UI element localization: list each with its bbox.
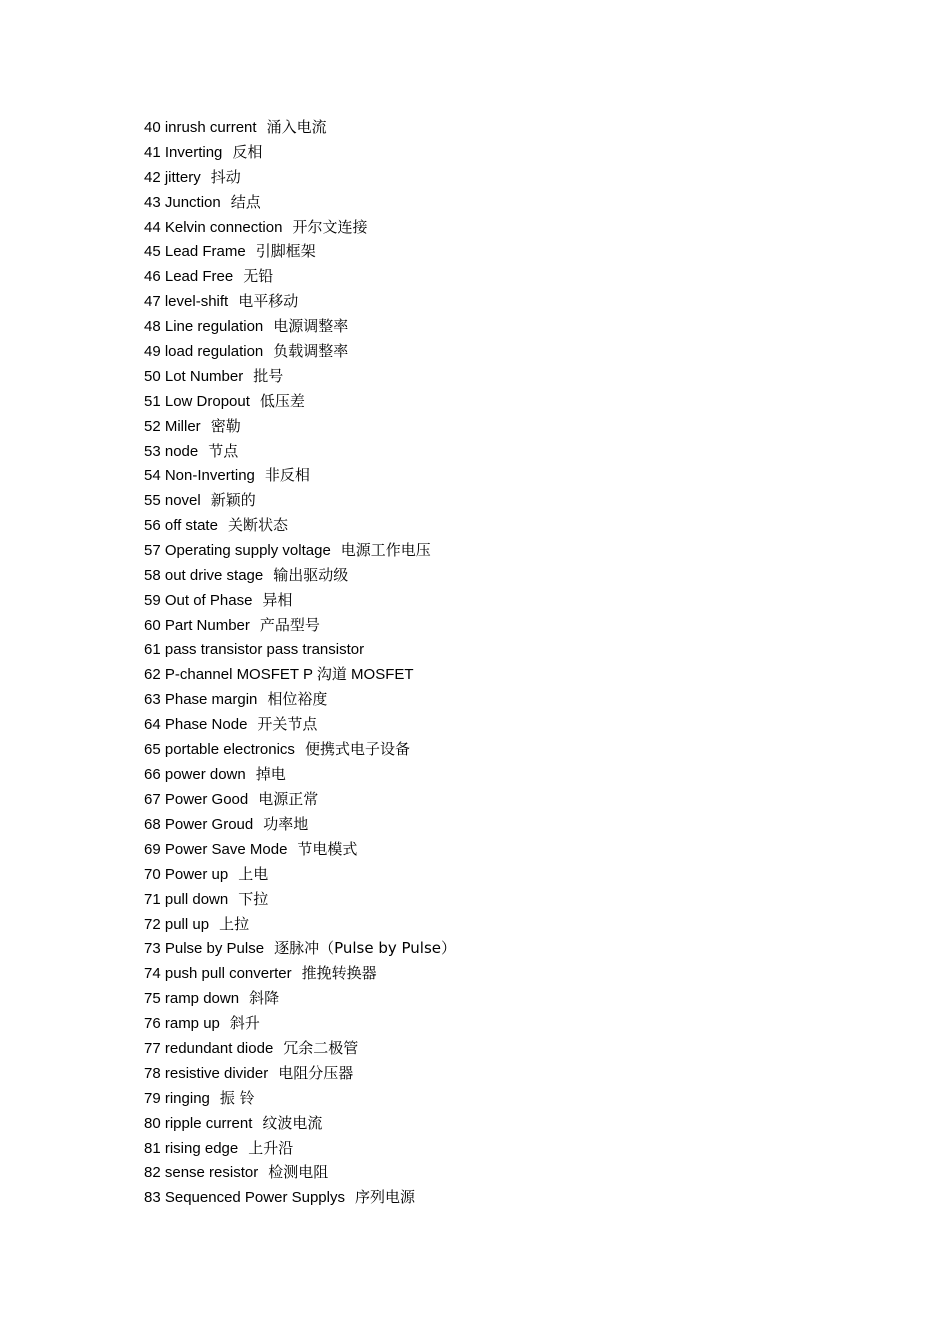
term-english: 45 Lead Frame [144,243,246,261]
glossary-entry [144,439,456,464]
term-chinese: 开关节点 [257,715,318,734]
term-chinese: 斜升 [229,1014,260,1033]
term-english: 61 pass transistor pass transistor [144,640,365,658]
term-english: 40 inrush current [144,119,257,136]
term-english: 43 Junction [144,193,221,211]
term-english: 78 resistive divider [144,1064,269,1082]
term-english: 67 Power Good [144,791,249,809]
glossary-entry [144,588,456,613]
glossary-entry [144,638,456,663]
term-chinese: 序列电源 [354,1188,415,1207]
glossary-entry [144,1136,456,1161]
term-english: 66 power down [144,766,246,784]
term-english: 42 jittery [144,168,201,186]
glossary-entry [144,986,456,1011]
term-chinese: 斜降 [249,989,280,1008]
glossary-entry [144,488,456,513]
term-english: 46 Lead Free [144,268,234,286]
term-english: 80 ripple current [144,1114,253,1132]
term-chinese: 电平移动 [238,292,299,311]
glossary-entry [144,513,456,538]
term-english: 73 Pulse by Pulse [144,940,265,958]
term-english: 54 Non-Inverting [144,467,255,485]
term-english: 41 Inverting [144,143,223,161]
glossary-entry [144,190,456,215]
term-english: 62 P-channel MOSFET P 沟道 MOSFET [144,665,414,683]
glossary-entry [144,314,456,339]
term-chinese: 检测电阻 [268,1163,329,1182]
term-chinese: 掉电 [255,765,286,784]
glossary-entry [144,563,456,588]
term-english: 48 Line regulation [144,318,264,336]
glossary-entry [144,389,456,414]
term-english: 76 ramp up [144,1015,220,1033]
glossary-entry [144,1011,456,1036]
term-english: 51 Low Dropout [144,392,250,410]
term-chinese: 输出驱动级 [273,566,349,585]
term-english: 58 out drive stage [144,567,264,585]
term-chinese: 上拉 [219,914,250,933]
glossary-entry [144,264,456,289]
term-chinese: 节点 [208,441,239,460]
glossary-entry [144,165,456,190]
term-chinese: 批号 [253,366,284,385]
glossary-entry [144,339,456,364]
glossary-entry [144,538,456,563]
term-chinese: 密勒 [210,416,241,435]
glossary-entry [144,1160,456,1185]
glossary-entry [144,663,456,688]
glossary-entry [144,1036,456,1061]
term-chinese: 电源调整率 [273,317,349,336]
term-english: 53 node [144,442,199,460]
term-english: 82 sense resistor [144,1164,259,1182]
term-english: 52 Miller [144,417,201,435]
term-chinese: 新颖的 [210,491,256,510]
term-english: 55 novel [144,492,201,510]
term-english: 59 Out of Phase [144,591,253,609]
term-chinese: 反相 [232,142,263,161]
term-chinese: 相位裕度 [267,690,328,709]
term-chinese: 非反相 [264,466,310,485]
glossary-entry [144,215,456,240]
term-chinese: 上升沿 [248,1138,294,1157]
term-chinese: 异相 [262,590,293,609]
glossary-entry [144,687,456,712]
term-english: 44 Kelvin connection [144,218,283,236]
term-chinese: 关断状态 [227,516,288,535]
glossary-entry [144,812,456,837]
term-english: 70 Power up [144,865,229,883]
glossary-entry [144,613,456,638]
term-chinese: 节电模式 [297,839,358,858]
term-chinese: 纹波电流 [262,1113,323,1132]
term-english: 75 ramp down [144,990,240,1008]
term-english: 47 level-shift [144,293,229,311]
term-chinese: 结点 [230,192,261,211]
term-english: 60 Part Number [144,616,250,634]
term-english: 56 off state [144,517,218,535]
glossary-entry [144,762,456,787]
term-chinese: 功率地 [263,814,309,833]
term-chinese: 电源正常 [258,790,319,809]
term-chinese: 推挽转换器 [301,964,377,983]
glossary-entry [144,712,456,737]
term-chinese: 便携式电子设备 [304,740,410,759]
term-english: 77 redundant diode [144,1039,274,1057]
term-english: 74 push pull converter [144,965,292,983]
term-chinese: 引脚框架 [255,242,316,261]
term-chinese: 逐脉冲（Pulse by Pulse） [274,939,457,958]
term-english: 83 Sequenced Power Supplys [144,1189,345,1207]
glossary-list [144,115,456,1210]
glossary-entry [144,912,456,937]
glossary-entry [144,239,456,264]
term-chinese: 冗余二极管 [283,1038,359,1057]
term-english: 57 Operating supply voltage [144,542,331,560]
term-chinese: 负载调整率 [273,342,349,361]
glossary-entry [144,1061,456,1086]
term-english: 49 load regulation [144,343,264,361]
glossary-entry [144,936,456,961]
term-english: 69 Power Save Mode [144,840,288,858]
glossary-entry [144,837,456,862]
glossary-entry [144,1185,456,1210]
glossary-entry [144,115,456,140]
term-chinese: 抖动 [210,167,241,186]
term-chinese: 涌入电流 [266,118,327,136]
glossary-entry [144,887,456,912]
term-chinese: 产品型号 [259,615,320,634]
term-chinese: 上电 [238,864,269,883]
term-english: 64 Phase Node [144,716,248,734]
glossary-entry [144,1111,456,1136]
term-chinese: 开尔文连接 [292,217,368,236]
term-chinese: 电阻分压器 [278,1063,354,1082]
glossary-entry [144,737,456,762]
glossary-entry [144,787,456,812]
glossary-entry [144,1086,456,1111]
term-english: 72 pull up [144,915,210,933]
glossary-entry [144,414,456,439]
term-english: 68 Power Groud [144,815,254,833]
term-english: 81 rising edge [144,1139,239,1157]
glossary-entry [144,463,456,488]
term-chinese: 下拉 [238,889,269,908]
term-english: 65 portable electronics [144,741,295,759]
term-chinese: 电源工作电压 [340,541,431,560]
term-chinese: 无铅 [243,267,274,286]
term-english: 79 ringing [144,1089,210,1107]
term-english: 71 pull down [144,890,229,908]
term-chinese: 低压差 [259,391,305,410]
glossary-entry [144,862,456,887]
glossary-entry [144,961,456,986]
glossary-entry [144,289,456,314]
glossary-entry [144,140,456,165]
glossary-entry [144,364,456,389]
term-english: 50 Lot Number [144,367,244,385]
term-english: 63 Phase margin [144,691,258,709]
term-chinese: 振 铃 [219,1088,255,1107]
